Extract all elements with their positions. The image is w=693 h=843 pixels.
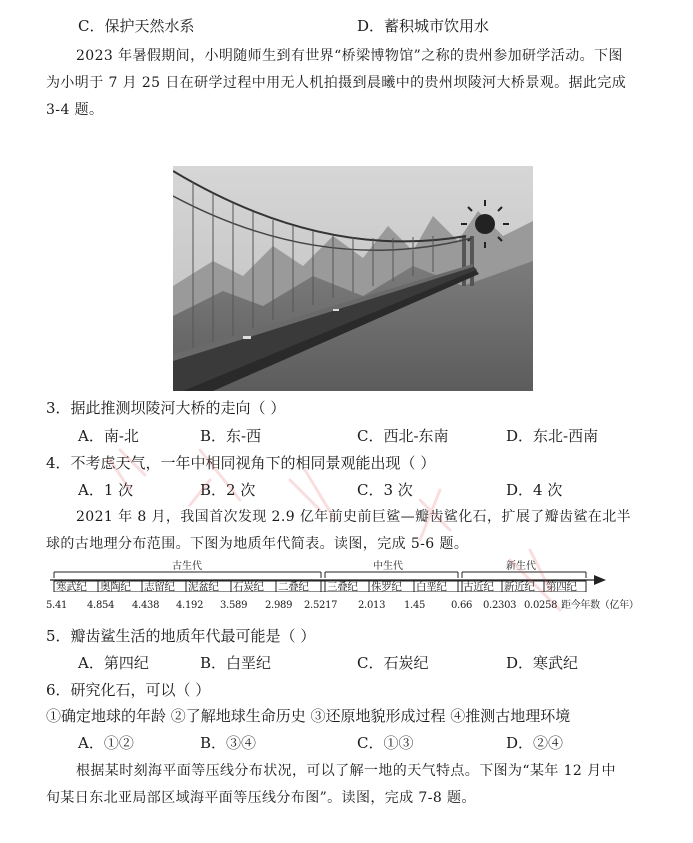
period-carboniferous: 石炭纪 <box>233 581 264 593</box>
q6-stem: 6．研究化石，可以（ ） <box>46 681 211 699</box>
period-neogene: 新近纪 <box>504 581 535 593</box>
age-label: 0.2303 <box>483 600 517 611</box>
age-label: 5.41 <box>46 600 68 611</box>
age-label: 4.854 <box>87 600 115 611</box>
intro3-line1: 根据某时刻海平面等压线分布状况，可以了解一地的天气特点。下图为“某年 12 月中 <box>76 763 616 779</box>
age-label: 2.5217 <box>304 600 338 611</box>
q5-stem: 5．瓣齿鲨生活的地质年代最可能是（ ） <box>46 627 316 645</box>
age-label: 4.438 <box>132 600 160 611</box>
q3-option-a: A．南-北 <box>78 427 139 445</box>
intro2-line1: 2021 年 8 月，我国首次发现 2.9 亿年前史前巨鲨—瓣齿鲨化石，扩展了瓣齿鲨在北半 <box>76 509 632 525</box>
period-devonian: 泥盆纪 <box>188 581 219 593</box>
q4-option-c: C．3 次 <box>357 481 413 499</box>
q6-statements: ①确定地球的年龄 ②了解地球生命历史 ③还原地貌形成过程 ④推测古地理环境 <box>46 707 571 725</box>
period-cretaceous: 白垩纪 <box>416 581 447 593</box>
period-quaternary: 第四纪 <box>546 581 577 593</box>
era-paleozoic: 古生代 <box>172 561 202 572</box>
period-triassic: 三叠纪 <box>327 581 358 593</box>
q4-option-b: B．2 次 <box>200 481 256 499</box>
option-d-prev: D．蓄积城市饮用水 <box>357 17 490 35</box>
intro2-line2: 球的古地理分布范围。下图为地质年代简表。读图，完成 5-6 题。 <box>46 536 469 552</box>
period-cambrian: 寒武纪 <box>56 581 87 593</box>
intro1-line3: 3-4 题。 <box>46 102 104 118</box>
intro3-line2: 旬某日东北亚局部区域海平面等压线分布图”。读图，完成 7-8 题。 <box>46 790 476 806</box>
age-unit-label: 距今年数（亿年） <box>561 600 639 611</box>
age-label: 1.45 <box>404 600 426 611</box>
q4-option-a: A．1 次 <box>78 481 134 499</box>
bridge-photo-illustration <box>173 166 533 391</box>
age-label: 0.0258 <box>524 600 558 611</box>
period-silurian: 志留纪 <box>144 581 175 593</box>
option-c-prev: C．保护天然水系 <box>78 17 195 35</box>
age-label: 0.66 <box>451 600 473 611</box>
q3-stem: 3．据此推测坝陵河大桥的走向（ ） <box>46 399 286 417</box>
q6-option-d: D．②④ <box>506 734 564 752</box>
q4-stem: 4．不考虑天气，一年中相同视角下的相同景观能出现（ ） <box>46 454 436 472</box>
era-cenozoic: 新生代 <box>506 561 536 572</box>
q6-option-b: B．③④ <box>200 734 257 752</box>
period-paleogene: 古近纪 <box>463 581 494 593</box>
age-label: 3.589 <box>220 600 248 611</box>
age-label: 2.989 <box>265 600 293 611</box>
q3-option-b: B．东-西 <box>200 427 262 445</box>
q6-option-c: C．①③ <box>357 734 414 752</box>
q5-option-d: D．寒武纪 <box>506 654 579 672</box>
intro1-line1: 2023 年暑假期间，小明随师生到有世界“桥梁博物馆”之称的贵州参加研学活动。下图 <box>76 48 623 64</box>
intro1-line2: 为小明于 7 月 25 日在研学过程中用无人机拍摄到晨曦中的贵州坝陵河大桥景观。据此完成 <box>46 75 627 91</box>
bridge-photo <box>173 166 533 391</box>
q5-option-a: A．第四纪 <box>78 654 149 672</box>
age-label: 2.013 <box>358 600 386 611</box>
watermark-overlay <box>90 420 610 650</box>
age-label: 4.192 <box>176 600 204 611</box>
q3-option-d: D．东北-西南 <box>506 427 599 445</box>
q5-option-b: B．白垩纪 <box>200 654 272 672</box>
q5-option-c: C．石炭纪 <box>357 654 429 672</box>
period-permian: 二叠纪 <box>278 581 309 593</box>
q3-option-c: C．西北-东南 <box>357 427 449 445</box>
q6-option-a: A．①② <box>78 734 134 752</box>
period-ordovician: 奥陶纪 <box>100 581 131 593</box>
period-jurassic: 侏罗纪 <box>371 581 402 593</box>
era-mesozoic: 中生代 <box>373 561 403 572</box>
q4-option-d: D．4 次 <box>506 481 563 499</box>
